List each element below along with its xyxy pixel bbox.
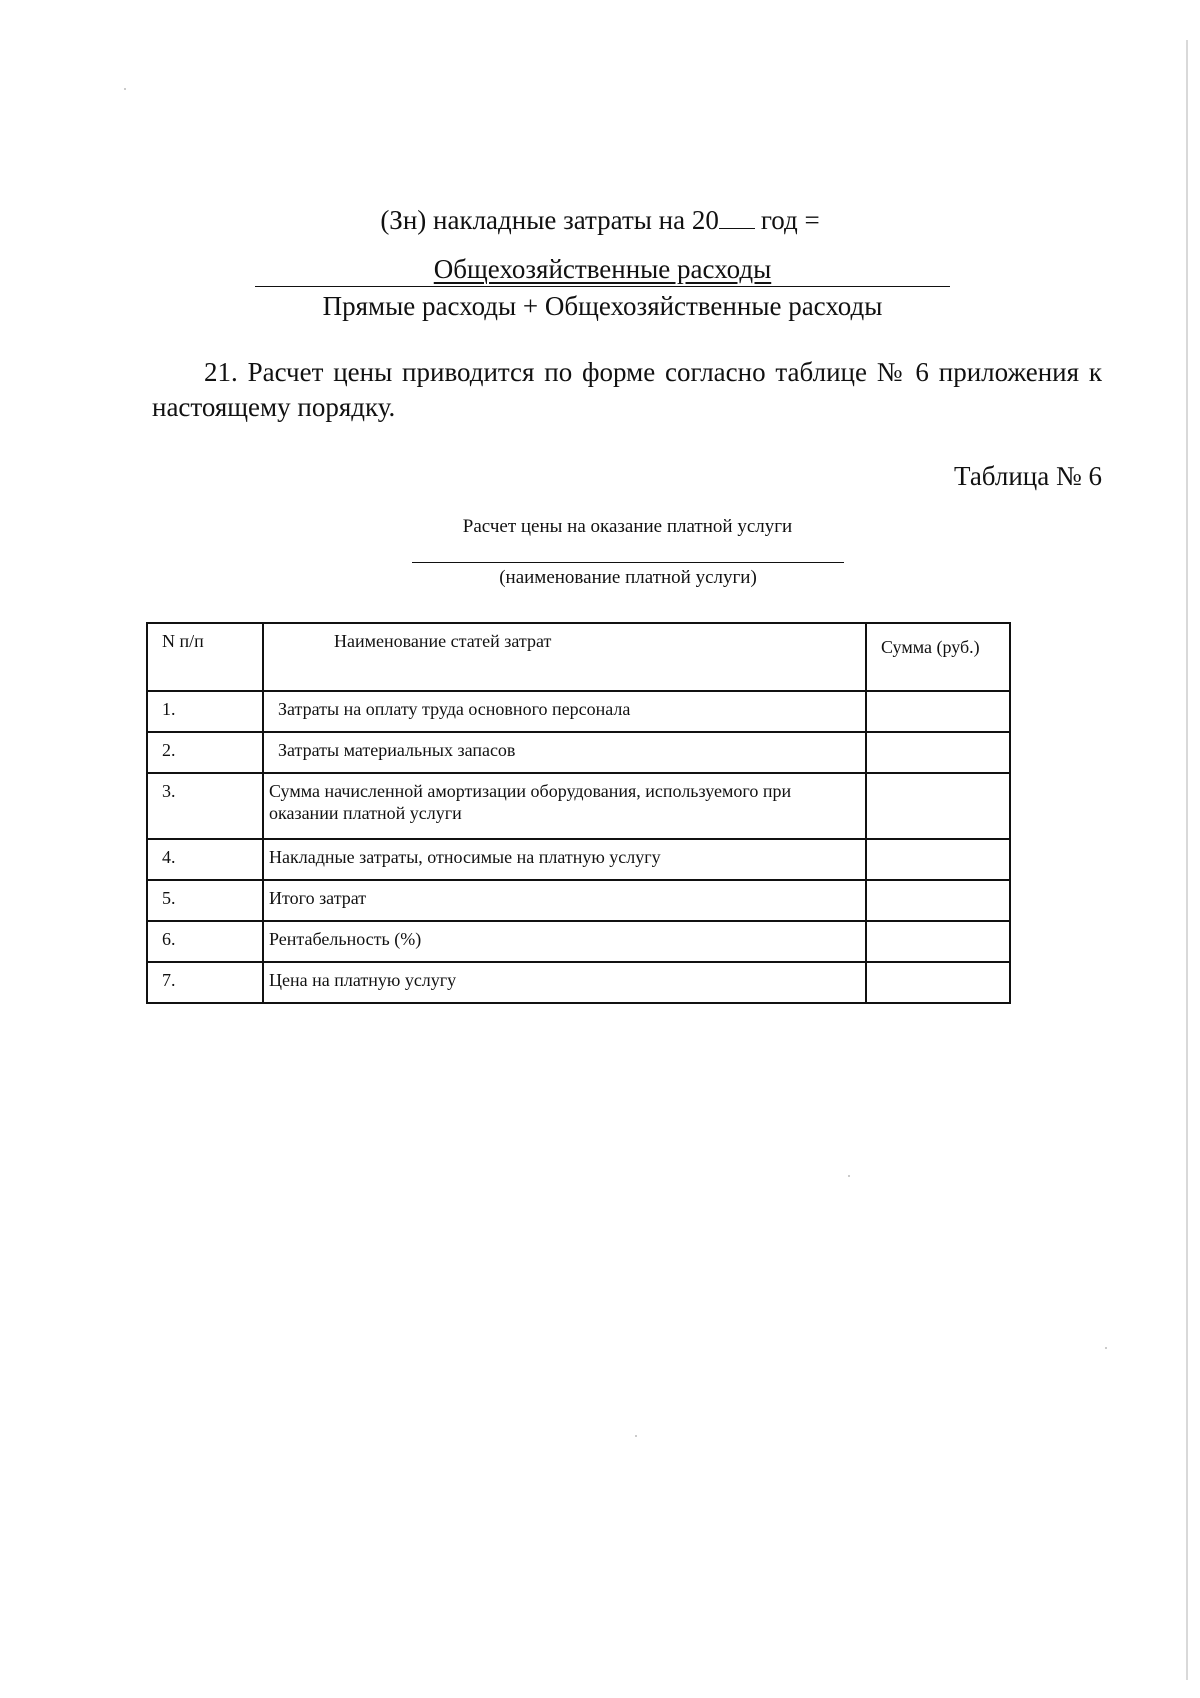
table-number-label: Таблица № 6 xyxy=(954,461,1102,491)
table-row xyxy=(147,732,1010,773)
row-sum-cell xyxy=(866,880,1010,921)
row-number: 2. xyxy=(147,732,263,773)
table-row xyxy=(147,773,1010,839)
table-row xyxy=(147,880,1010,921)
row-sum-cell xyxy=(866,921,1010,962)
table-row xyxy=(147,921,1010,962)
scan-edge-shadow xyxy=(1186,40,1188,1680)
row-number: 4. xyxy=(147,839,263,880)
clause-21-paragraph: 21. Расчет цены приводится по форме согласно таблице № 6 приложения к настоящему порядку. xyxy=(152,357,1102,422)
header-number: N п/п xyxy=(147,623,263,691)
row-number: 6. xyxy=(147,921,263,962)
formula-head-after: год = xyxy=(760,205,820,235)
row-cost-item: Сумма начисленной амортизации оборудования, используемого при оказании платной услуги xyxy=(263,773,866,839)
scan-speck xyxy=(635,1435,637,1437)
row-number: 3. xyxy=(147,773,263,839)
cost-calculation-table xyxy=(146,622,1011,1004)
calc-title: Расчет цены на оказание платной услуги xyxy=(462,516,793,537)
row-sum-cell xyxy=(866,962,1010,1003)
overhead-formula-heading xyxy=(0,202,1200,238)
service-name-blank-line xyxy=(412,562,844,563)
row-cost-item: Накладные затраты, относимые на платную услугу xyxy=(263,839,866,880)
row-sum-cell xyxy=(866,732,1010,773)
header-cost-item: Наименование статей затрат xyxy=(263,623,866,691)
service-name-caption: (наименование платной услуги) xyxy=(499,567,757,588)
row-number: 7. xyxy=(147,962,263,1003)
header-sum: Сумма (руб.) xyxy=(866,623,1010,691)
scan-speck xyxy=(848,1175,850,1177)
scan-speck xyxy=(124,88,126,90)
formula-numerator xyxy=(255,252,950,286)
row-cost-item: Итого затрат xyxy=(263,880,866,921)
row-sum-cell xyxy=(866,691,1010,732)
table-row xyxy=(147,691,1010,732)
row-number: 1. xyxy=(147,691,263,732)
row-cost-item: Затраты материальных запасов xyxy=(263,732,866,773)
fraction-bar xyxy=(255,286,950,287)
formula-head-before: (Зн) накладные затраты на 20 xyxy=(380,205,719,235)
table-header-row xyxy=(147,623,1010,691)
year-blank xyxy=(719,206,755,229)
row-number: 5. xyxy=(147,880,263,921)
table-row xyxy=(147,962,1010,1003)
row-cost-item: Затраты на оплату труда основного персонала xyxy=(263,691,866,732)
row-cost-item: Рентабельность (%) xyxy=(263,921,866,962)
table-row xyxy=(147,839,1010,880)
row-sum-cell xyxy=(866,773,1010,839)
scan-speck xyxy=(1105,1347,1107,1349)
numerator-text: Общехозяйственные расходы xyxy=(433,254,772,284)
row-cost-item: Цена на платную услугу xyxy=(263,962,866,1003)
row-sum-cell xyxy=(866,839,1010,880)
formula-denominator: Прямые расходы + Общехозяйственные расходы xyxy=(322,291,883,321)
